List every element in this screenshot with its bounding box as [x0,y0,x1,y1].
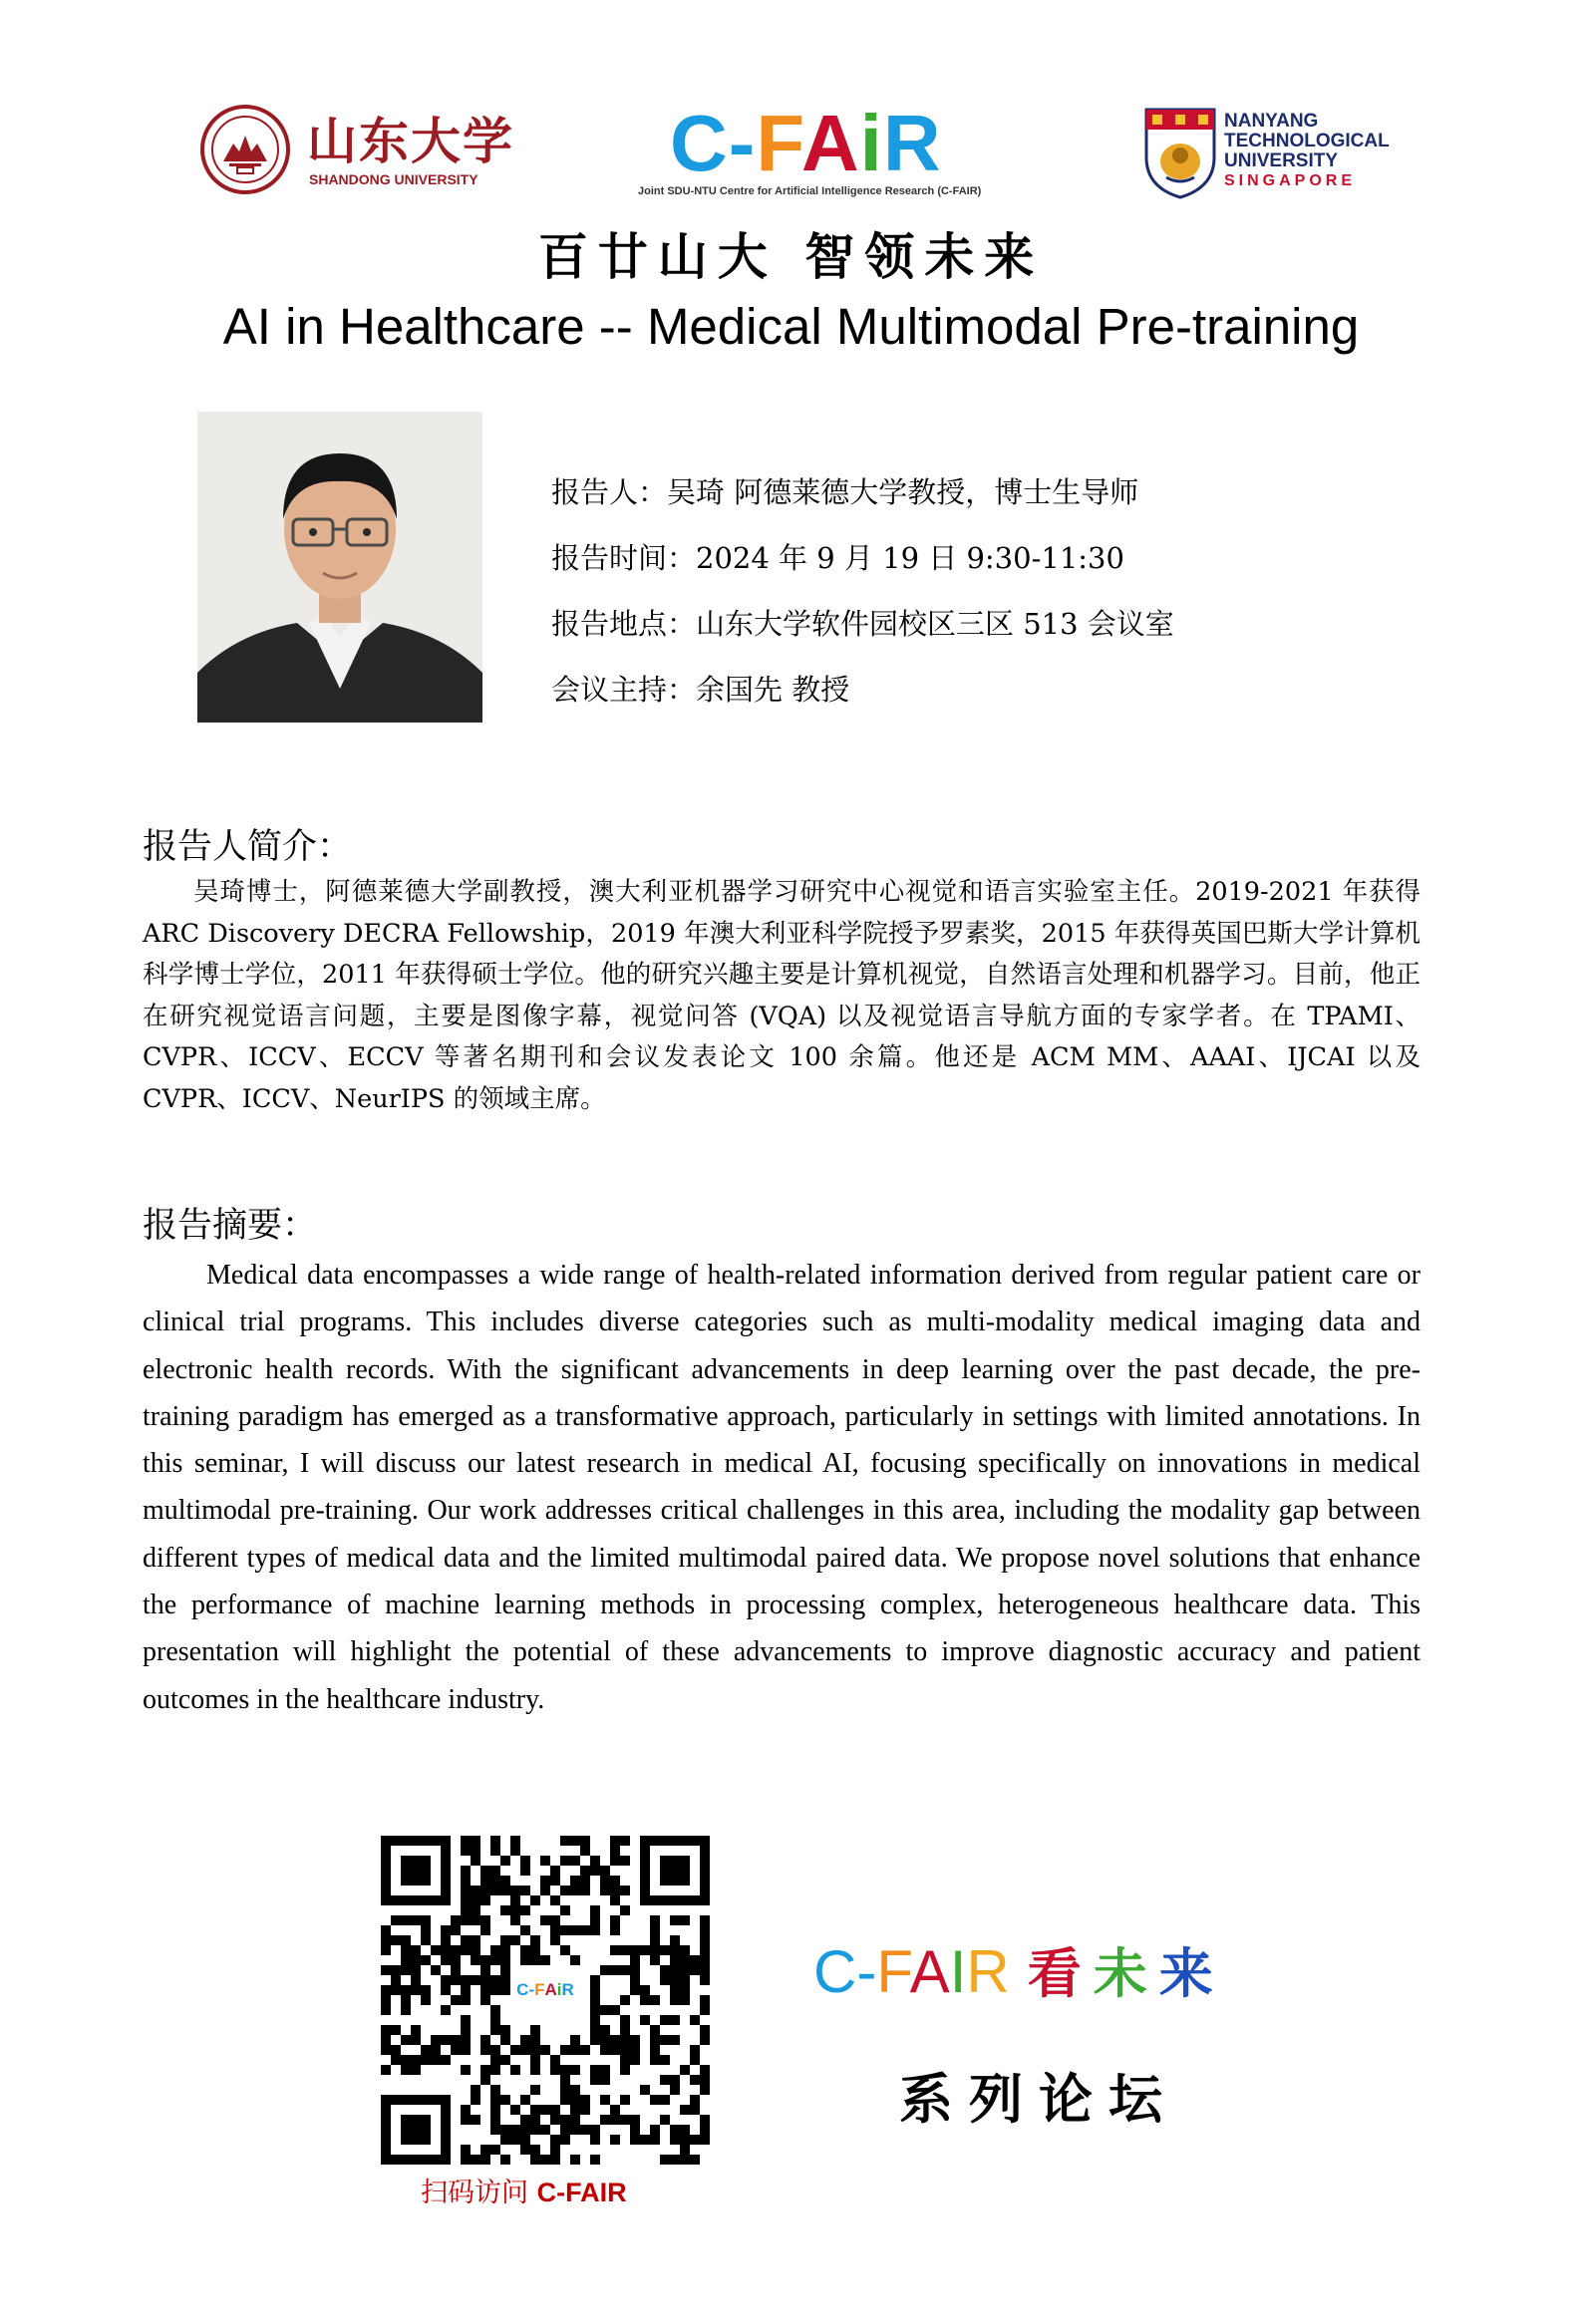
cfair-logo [638,99,982,203]
shandong-university-logo [199,98,514,197]
qr-caption-brand: C-FAIR [536,2178,627,2207]
qr-caption-text: 扫码访问 [421,2178,537,2208]
ntu-name [1224,112,1390,191]
info-time: 报告时间：2024 年 9 月 19 日 9:30-11:30 [551,541,1124,575]
qr-logo-letter-2: F [534,1980,545,1999]
info-host: 会议主持：余国先 教授 [551,673,850,707]
series-cfair-letter-0: C [813,1938,857,2005]
qr-logo-letter-0: C [516,1980,529,1999]
cfair-letter-3: A [800,99,860,187]
bio-text: 吴琦博士，阿德莱德大学副教授，澳大利亚机器学习研究中心视觉和语言实验室主任。2019-2021 年获得 ARC Discovery DECRA Fellowship，2019 年澳大利亚科学院授予罗素奖，2015 年获得英国巴斯大学计算机科学博士学位，2011 年获得硕士学位。他的研究兴趣主要是计算机视觉，自然语言处理和机器学习。目前，他正在研究视觉语言问题，主要是图像字幕，视觉问答 (VQA) 以及视觉语言导航方面的专家学者。在 TPAMI、CVPR、ICCV、ECCV 等著名期刊和会议发表论文 100 余篇。他还是 ACM MM、AAAI、IJCAI 以及 CVPR、ICCV、NeurIPS 的领域主席。 [143,877,1421,1114]
cfair-letter-2: F [756,99,801,187]
shandong-university-name-cn: 山东大学 [307,112,514,170]
cfair-wordmark [670,98,942,189]
series-cn-char-0: 看 [1027,1941,1094,2005]
cfair-letter-1: - [728,99,757,187]
shandong-university-seal-icon [199,104,291,195]
qr-code[interactable] [381,1836,710,2165]
bio-heading: 报告人简介： [143,827,353,867]
cfair-letter-4: i [859,99,883,187]
qr-logo-letter-5: R [561,1980,574,1999]
series-cfair-letter-3: A [909,1938,950,2005]
qr-logo-letter-4: i [556,1980,562,1999]
abstract-heading: 报告摘要： [143,1206,318,1246]
ntu-logo [1142,106,1402,205]
talk-title: AI in Healthcare -- Medical Multimodal Pre-training [222,298,1360,355]
qr-logo-letter-3: A [544,1980,557,1999]
speaker-photo [197,412,482,723]
series-cfair-letter-1: - [856,1938,877,2005]
ntu-name-line-2: TECHNOLOGICAL [1224,131,1390,151]
cfair-tagline: Joint SDU-NTU Centre for Artificial Intelligence Research (C-FAIR) [638,185,982,197]
cfair-letter-5: R [882,99,942,187]
ntu-singapore: SINGAPORE [1224,172,1357,189]
info-place: 报告地点：山东大学软件园校区三区 513 会议室 [551,607,1174,641]
series-cn-char-2: 来 [1158,1941,1225,2005]
series-title-cn [1028,1941,1225,2005]
cfair-letter-0: C [670,99,729,187]
ntu-crest-icon [1142,106,1218,199]
qr-center-logo [510,1968,580,2012]
abstract-text: Medical data encompasses a wide range of health-related information derived from regular patient care or clinical trial programs. This includes diverse categories such as multi-modality medical imaging data and electronic health records. With the significant advancements in deep learning over the past decade, the pre-training paradigm has emerged as a transformative approach, particularly in settings with limited annotations. In this seminar, I will discuss our latest research in medical AI, focusing specifically on innovations in medical multimodal pre-training. Our work addresses critical challenges in this area, including the modality gap between different types of medical data and the limited multimodal paired data. We propose novel solutions that enhance the performance of machine learning methods in processing complex, heterogeneous healthcare data. This presentation will highlight the potential of these advancements to improve diagnostic accuracy and patient outcomes in the healthcare industry. [143,1260,1421,1715]
ntu-name-line-3: UNIVERSITY [1224,150,1339,171]
shandong-university-name-en: SHANDONG UNIVERSITY [309,171,478,187]
slogan: 百廿山大 智领未来 [537,227,1045,286]
series-subtitle: 系列论坛 [899,2067,1178,2131]
series-cfair-letter-5: R [966,1938,1010,2005]
ntu-name-line-1: NANYANG [1224,111,1319,132]
series-cfair-wordmark [813,1938,1010,2005]
info-speaker: 报告人：吴琦 阿德莱德大学教授，博士生导师 [551,475,1139,509]
series-cfair-letter-2: F [876,1938,910,2005]
speaker-portrait-icon [197,412,482,723]
series-title [813,1931,1225,2008]
series-cn-char-1: 未 [1093,1941,1159,2005]
series-cfair-letter-4: I [949,1938,967,2005]
qr-caption [421,2171,627,2209]
qr-logo-letter-1: - [528,1980,535,1999]
